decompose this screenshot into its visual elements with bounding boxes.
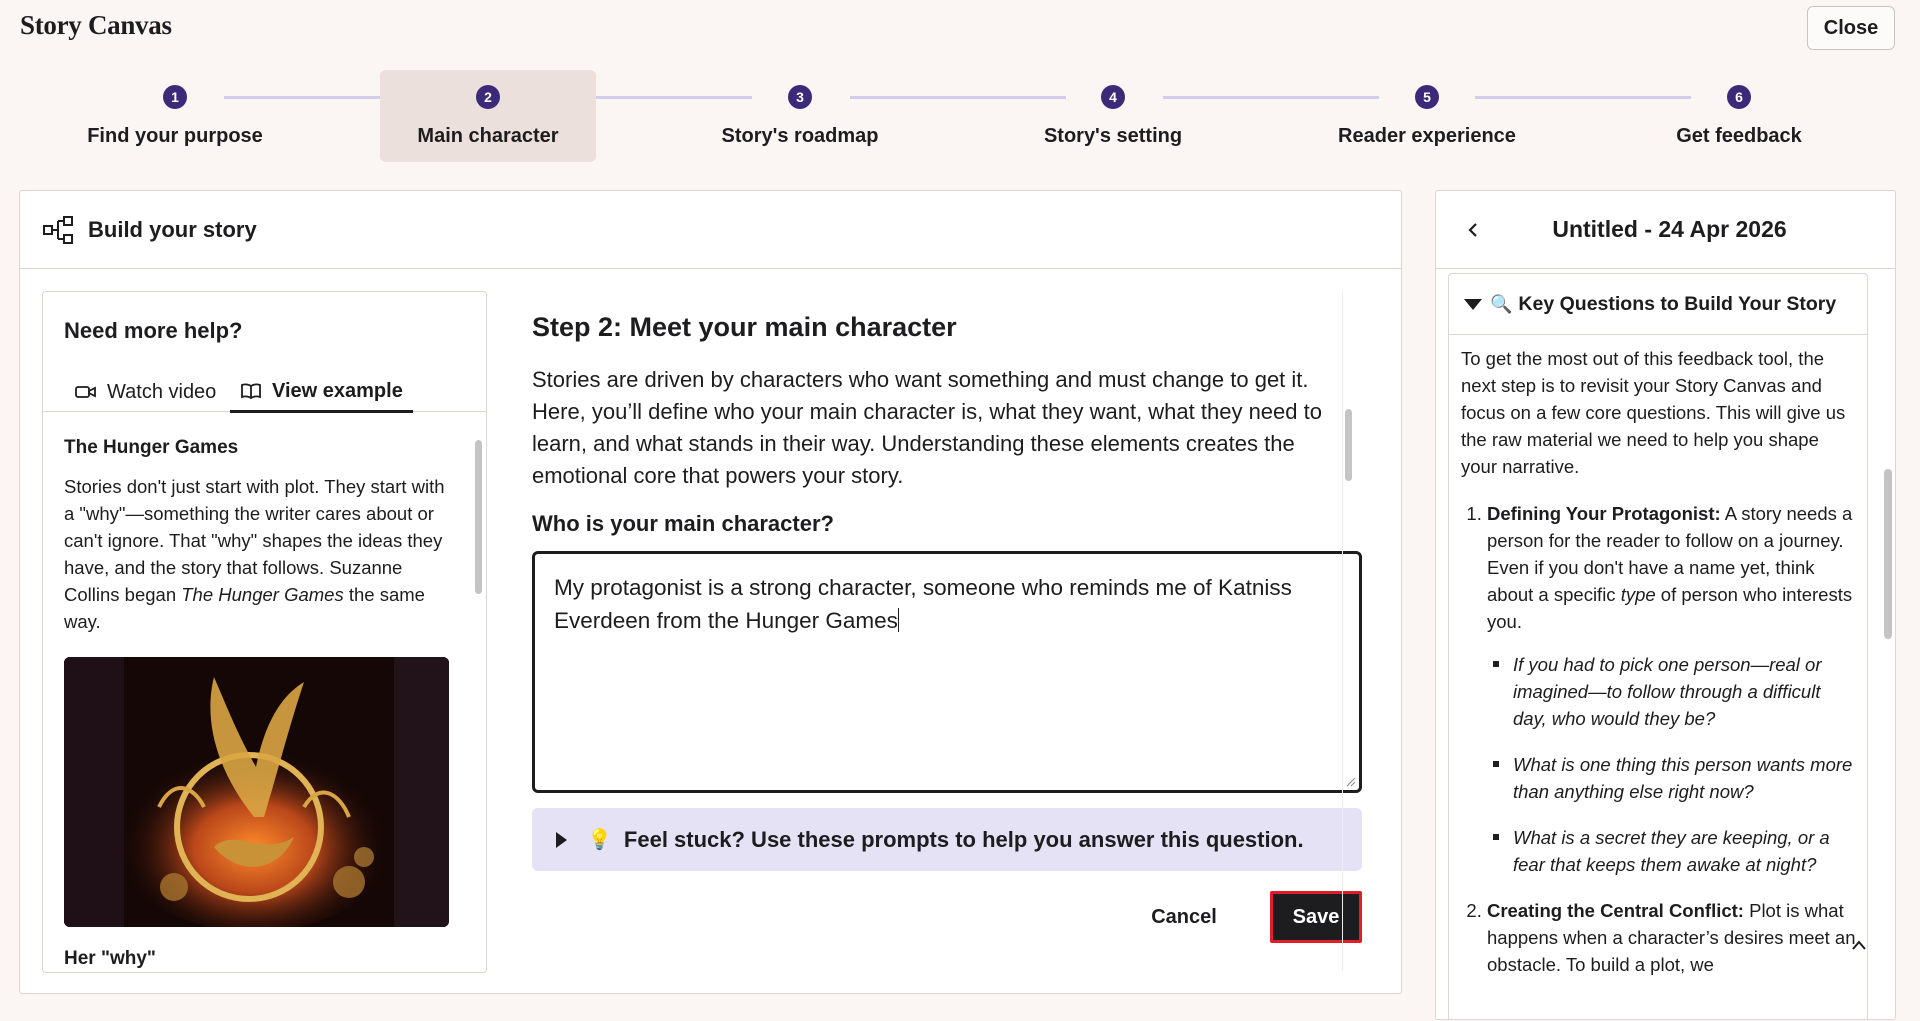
key-questions-content [1448,335,1868,1020]
step-get-feedback[interactable] [1631,70,1847,162]
bullet-item: If you had to pick one person—real or imagined—to follow through a difficult day, who would they be? [1491,651,1857,732]
example-subtitle: Her "why" [64,948,156,969]
step-reader-experience[interactable] [1319,70,1535,162]
tab-watch-video[interactable] [65,372,226,412]
example-text: Stories don't just start with plot. They start with a "why"—something the writer cares about or can't ignore. That "why" shapes the ideas they have, and the story that follows. Suzanne Collins began The Hunger Games the same way. [64,476,445,632]
step-label: Main character [417,125,559,147]
step-number: 3 [788,85,812,109]
help-tabs [43,372,486,412]
build-story-panel [19,190,1402,994]
bullet-list [1487,651,1857,878]
story-structure-icon [42,215,74,245]
step-label: Story's setting [1043,125,1183,147]
main-character-answer-textarea[interactable]: My protagonist is a strong character, someone who reminds me of Katniss Everdeen from the Hunger Games [532,551,1362,793]
bullet-item: What is one thing this person wants more than anything else right now? [1491,751,1857,805]
step-number: 4 [1101,85,1125,109]
section-title: Key Questions to Build Your Story [1518,292,1837,315]
key-questions-toggle[interactable] [1448,273,1868,335]
list-item: 2. Creating the Central Conflict: Plot is what happens when a character’s desires meet an obstacle. To build a plot, we [1487,897,1857,978]
step-heading: Step 2: Meet your main character [532,312,957,342]
lightbulb-icon: 💡 [587,829,612,851]
step-label: Story's roadmap [721,125,879,147]
example-content [64,437,454,927]
step-number: 2 [476,85,500,109]
cancel-button[interactable]: Cancel [1151,905,1217,928]
video-icon [75,383,97,401]
chevron-left-icon[interactable] [1466,219,1480,241]
tab-view-example[interactable] [230,372,413,413]
prompt-toggle-text: Feel stuck? Use these prompts to help you answer this question. [623,826,1304,852]
text-caret [898,608,900,632]
step-number: 6 [1727,85,1751,109]
list-item: 1. Defining Your Protagonist: A story needs a person for the reader to follow on a journey. Even if you don't have a name yet, think about a specific type of person who interests you. If you had to pick one person—real or imagined—to follow through a difficult day, who would they be? What is one thing this person wants more than anything else right now? What is a secret they are keeping, or a fear that keeps them awake at night? [1487,500,1857,878]
feedback-scrollbar-thumb[interactable] [1884,469,1892,639]
chevron-up-icon[interactable] [1850,938,1868,952]
example-title: The Hunger Games [64,437,239,458]
bullet-item: What is a secret they are keeping, or a fear that keeps them awake at night? [1491,824,1857,878]
help-title: Need more help? [64,318,243,343]
expand-triangle-icon [556,832,567,848]
panel-header [20,191,1401,269]
question-label: Who is your main character? [532,511,834,536]
book-icon [240,382,262,400]
step-label: Get feedback [1676,125,1802,147]
collapse-triangle-icon [1464,299,1482,310]
save-button[interactable]: Save [1270,891,1362,943]
step-label: Find your purpose [87,125,263,147]
help-scrollbar-thumb[interactable] [475,440,482,594]
app-title: Story Canvas [20,10,172,40]
feedback-header [1436,191,1895,269]
stuck-prompts-toggle[interactable] [532,808,1362,871]
step-description: Stories are driven by characters who want something and must change to get it. Here, you’ll define who your main character is, what they want, what they need to learn, and what stands in their way. Understanding these elements creates the emotional core that powers your story. [532,367,1322,488]
step-main-character[interactable] [380,70,596,162]
main-scrollbar[interactable] [1342,291,1354,971]
step-number: 5 [1415,85,1439,109]
step-story-roadmap[interactable] [692,70,908,162]
question-list [1461,500,1857,978]
feedback-panel [1435,190,1896,1020]
help-card [42,291,487,973]
step-label: Reader experience [1338,125,1516,147]
close-button[interactable]: Close [1807,6,1895,50]
tab-label: Watch video [107,380,217,403]
mockingjay-image [64,657,449,927]
intro-text: To get the most out of this feedback tool, the next step is to revisit your Story Canvas and focus on a few core questions. This will give us the raw material we need to help you shape your narrative. [1461,348,1846,477]
tab-label: View example [272,379,403,402]
panel-title: Build your story [88,216,257,242]
progress-stepper [0,70,1920,166]
mockingjay-illustration [64,657,449,927]
document-title: Untitled - 24 Apr 2026 [1552,216,1787,242]
step-find-purpose[interactable] [67,70,283,162]
main-scrollbar-thumb[interactable] [1345,409,1352,481]
step-story-setting[interactable] [1005,70,1221,162]
step-number: 1 [163,85,187,109]
magnifier-icon: 🔍 [1490,293,1513,314]
